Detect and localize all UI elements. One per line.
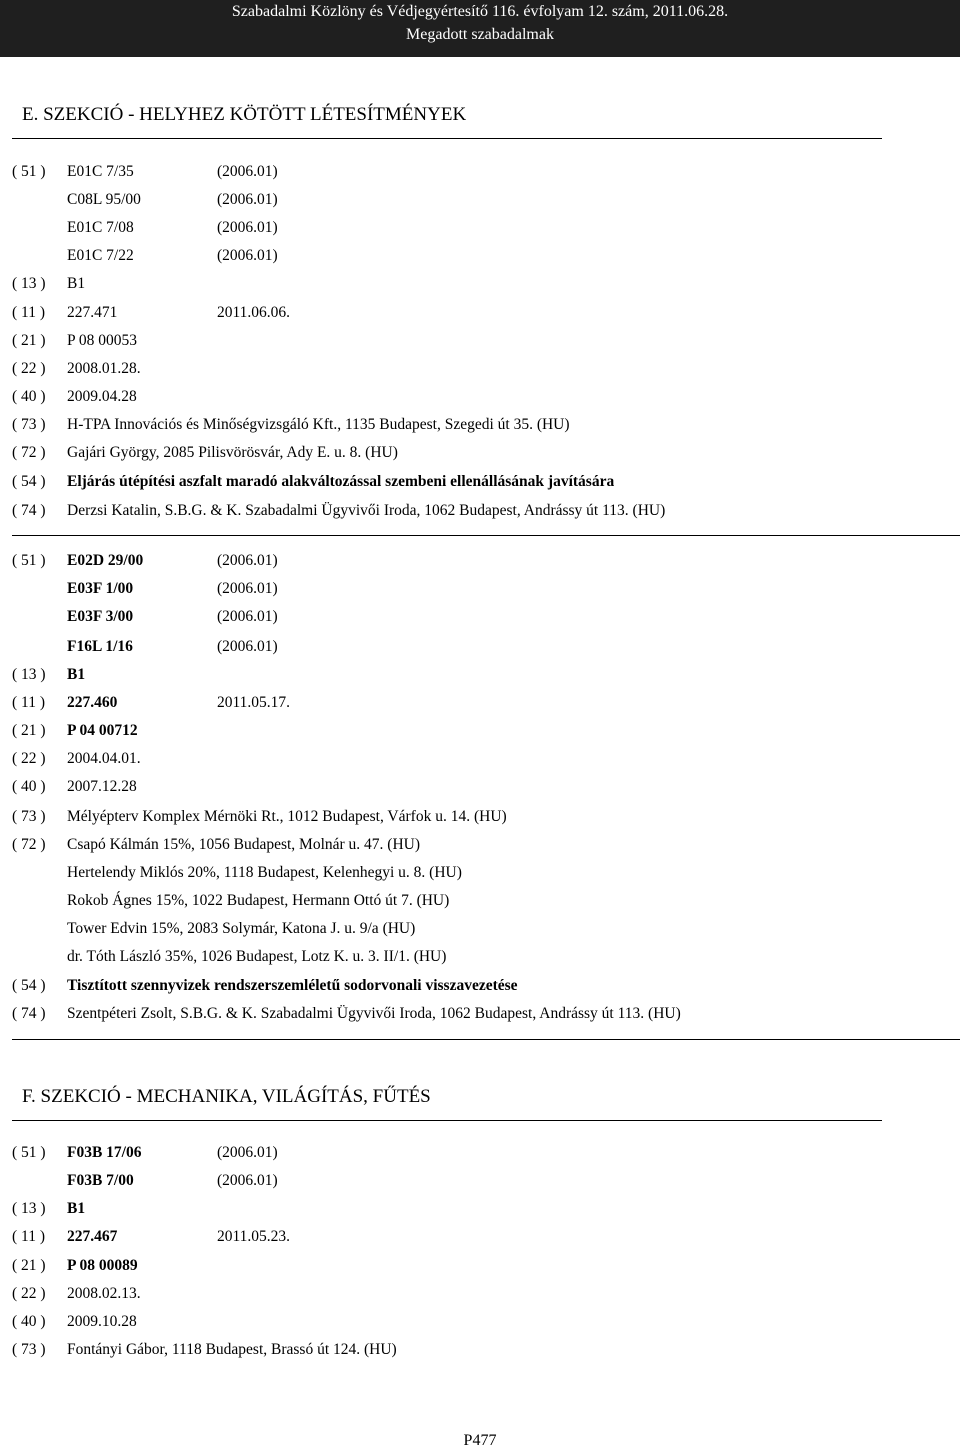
ipc-version: (2006.01) [217, 247, 278, 264]
section-f-title: F. SZEKCIÓ - MECHANIKA, VILÁGÍTÁS, FŰTÉS [22, 1086, 431, 1107]
entry-divider [12, 535, 960, 536]
patent-number: 227.460 [67, 694, 118, 711]
publication-date: 2009.10.28 [67, 1313, 137, 1330]
inid-code: ( 74 ) [12, 502, 46, 519]
inventor: dr. Tóth László 35%, 1026 Budapest, Lotz K. u. 3. II/1. (HU) [67, 948, 447, 965]
inid-code: ( 11 ) [12, 694, 45, 711]
section-rule [12, 1120, 882, 1121]
inid-code: ( 13 ) [12, 275, 46, 292]
inventor: Tower Edvin 15%, 2083 Solymár, Katona J. u. 9/a (HU) [67, 920, 416, 937]
kind-code: B1 [67, 666, 86, 683]
owner: H-TPA Innovációs és Minőségvizsgáló Kft., 1135 Budapest, Szegedi út 35. (HU) [67, 416, 570, 433]
inid-code: ( 22 ) [12, 1285, 46, 1302]
inid-code: ( 74 ) [12, 1005, 46, 1022]
patent-title: Eljárás útépítési aszfalt maradó alakváltozással szembeni ellenállásának javítására [67, 473, 615, 490]
inid-code: ( 22 ) [12, 750, 46, 767]
application-number: P 04 00712 [67, 722, 138, 739]
filing-date: 2008.02.13. [67, 1285, 141, 1302]
inid-code: ( 72 ) [12, 836, 46, 853]
inid-code: ( 51 ) [12, 163, 46, 180]
ipc-code: E03F 1/00 [67, 580, 134, 597]
page-number: P477 [463, 1432, 497, 1449]
inid-code: ( 11 ) [12, 304, 45, 321]
inid-code: ( 11 ) [12, 1228, 45, 1245]
ipc-version: (2006.01) [217, 163, 278, 180]
ipc-code: F03B 17/06 [67, 1144, 142, 1161]
application-number: P 08 00089 [67, 1257, 138, 1274]
ipc-code: F16L 1/16 [67, 638, 133, 655]
inventor: Hertelendy Miklós 20%, 1118 Budapest, Kelenhegyi u. 8. (HU) [67, 864, 462, 881]
inid-code: ( 21 ) [12, 332, 46, 349]
ipc-code: E01C 7/08 [67, 219, 134, 236]
inid-code: ( 54 ) [12, 473, 46, 490]
ipc-version: (2006.01) [217, 191, 278, 208]
grant-date: 2011.06.06. [217, 304, 291, 321]
publication-date: 2007.12.28 [67, 778, 137, 795]
section-subtitle: Megadott szabadalmak [406, 26, 554, 43]
inid-code: ( 73 ) [12, 416, 46, 433]
inid-code: ( 21 ) [12, 722, 46, 739]
ipc-code: E03F 3/00 [67, 608, 134, 625]
kind-code: B1 [67, 275, 86, 292]
filing-date: 2008.01.28. [67, 360, 141, 377]
agent: Derzsi Katalin, S.B.G. & K. Szabadalmi Ügyvivői Iroda, 1062 Budapest, Andrássy út 113. (HU) [67, 502, 666, 519]
filing-date: 2004.04.01. [67, 750, 141, 767]
inventor: Csapó Kálmán 15%, 1056 Budapest, Molnár u. 47. (HU) [67, 836, 421, 853]
grant-date: 2011.05.17. [217, 694, 291, 711]
inid-code: ( 13 ) [12, 666, 46, 683]
inid-code: ( 51 ) [12, 552, 46, 569]
patent-number: 227.467 [67, 1228, 118, 1245]
inventor: Rokob Ágnes 15%, 1022 Budapest, Hermann Ottó út 7. (HU) [67, 892, 450, 909]
ipc-version: (2006.01) [217, 552, 278, 569]
inventor: Gajári György, 2085 Pilisvörösvár, Ady E. u. 8. (HU) [67, 444, 398, 461]
kind-code: B1 [67, 1200, 86, 1217]
ipc-version: (2006.01) [217, 608, 278, 625]
owner: Mélyépterv Komplex Mérnöki Rt., 1012 Budapest, Várfok u. 14. (HU) [67, 808, 507, 825]
ipc-version: (2006.01) [217, 1144, 278, 1161]
ipc-code: E01C 7/35 [67, 163, 134, 180]
ipc-version: (2006.01) [217, 580, 278, 597]
agent: Szentpéteri Zsolt, S.B.G. & K. Szabadalmi Ügyvivői Iroda, 1062 Budapest, Andrássy út 113. (HU) [67, 1005, 681, 1022]
inid-code: ( 51 ) [12, 1144, 46, 1161]
inid-code: ( 72 ) [12, 444, 46, 461]
section-e-title: E. SZEKCIÓ - HELYHEZ KÖTÖTT LÉTESÍTMÉNYEK [22, 104, 467, 125]
inid-code: ( 40 ) [12, 388, 46, 405]
section-rule [12, 138, 882, 139]
page-header [0, 0, 960, 57]
journal-title: Szabadalmi Közlöny és Védjegyértesítő 116. évfolyam 12. szám, 2011.06.28. [231, 3, 729, 20]
inid-code: ( 73 ) [12, 1341, 46, 1358]
ipc-code: E01C 7/22 [67, 247, 134, 264]
owner: Fontányi Gábor, 1118 Budapest, Brassó út 124. (HU) [67, 1341, 397, 1358]
inid-code: ( 40 ) [12, 1313, 46, 1330]
patent-number: 227.471 [67, 304, 118, 321]
ipc-code: C08L 95/00 [67, 191, 141, 208]
publication-date: 2009.04.28 [67, 388, 137, 405]
inid-code: ( 22 ) [12, 360, 46, 377]
inid-code: ( 21 ) [12, 1257, 46, 1274]
ipc-version: (2006.01) [217, 219, 278, 236]
grant-date: 2011.05.23. [217, 1228, 291, 1245]
inid-code: ( 73 ) [12, 808, 46, 825]
patent-title: Tisztított szennyvizek rendszerszemléletű sodorvonali visszavezetése [67, 977, 518, 994]
inid-code: ( 54 ) [12, 977, 46, 994]
entry-divider [12, 1039, 960, 1040]
inid-code: ( 40 ) [12, 778, 46, 795]
ipc-version: (2006.01) [217, 1172, 278, 1189]
inid-code: ( 13 ) [12, 1200, 46, 1217]
ipc-code: F03B 7/00 [67, 1172, 134, 1189]
ipc-code: E02D 29/00 [67, 552, 144, 569]
application-number: P 08 00053 [67, 332, 138, 349]
ipc-version: (2006.01) [217, 638, 278, 655]
